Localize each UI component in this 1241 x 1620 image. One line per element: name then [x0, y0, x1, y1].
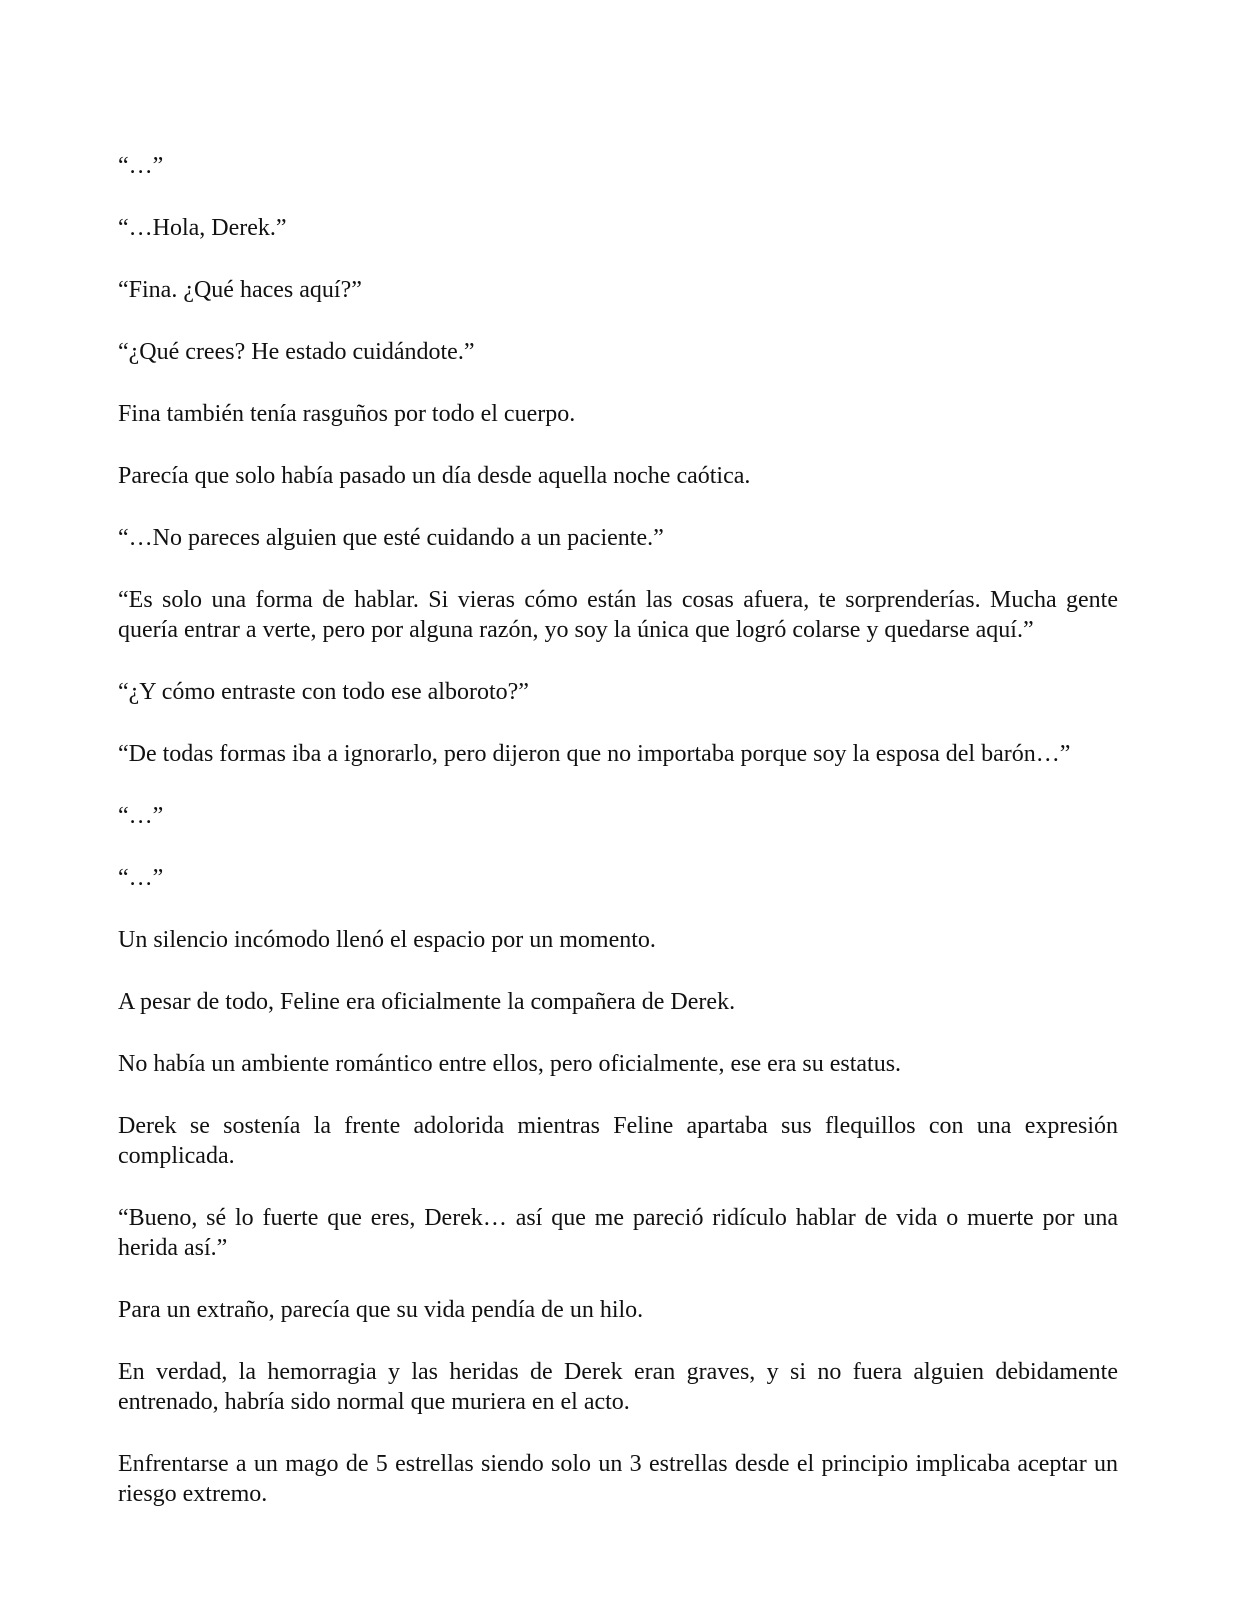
paragraph: Un silencio incómodo llenó el espacio por un momento. — [118, 927, 656, 953]
paragraph: “…Hola, Derek.” — [118, 215, 287, 241]
document-body — [118, 151, 1118, 1541]
paragraph: “…No pareces alguien que esté cuidando a un paciente.” — [118, 525, 664, 551]
paragraph: “Bueno, sé lo fuerte que eres, Derek… así que me pareció ridículo hablar de vida o muerte por una herida así.” — [118, 1205, 1118, 1261]
paragraph: “…” — [118, 865, 164, 891]
paragraph: “¿Qué crees? He estado cuidándote.” — [118, 339, 475, 365]
paragraph: “Fina. ¿Qué haces aquí?” — [118, 277, 362, 303]
paragraph: Para un extraño, parecía que su vida pendía de un hilo. — [118, 1297, 644, 1323]
paragraph: En verdad, la hemorragia y las heridas de Derek eran graves, y si no fuera alguien debidamente entrenado, habría sido normal que muriera en el acto. — [118, 1359, 1118, 1415]
paragraph: “Es solo una forma de hablar. Si vieras cómo están las cosas afuera, te sorprenderías. Mucha gente quería entrar a verte, pero por alguna razón, yo soy la única que logró colarse y quedarse aquí.” — [118, 587, 1118, 643]
paragraph: “De todas formas iba a ignorarlo, pero dijeron que no importaba porque soy la esposa del barón…” — [118, 741, 1071, 767]
paragraph: Derek se sostenía la frente adolorida mientras Feline apartaba sus flequillos con una expresión complicada. — [118, 1113, 1118, 1169]
paragraph: Enfrentarse a un mago de 5 estrellas siendo solo un 3 estrellas desde el principio implicaba aceptar un riesgo extremo. — [118, 1451, 1118, 1507]
paragraph: “…” — [118, 803, 164, 829]
paragraph: “…” — [118, 153, 164, 179]
paragraph: Fina también tenía rasguños por todo el cuerpo. — [118, 401, 576, 427]
paragraph: A pesar de todo, Feline era oficialmente la compañera de Derek. — [118, 989, 736, 1015]
paragraph: “¿Y cómo entraste con todo ese alboroto?” — [118, 679, 529, 705]
paragraph: Parecía que solo había pasado un día desde aquella noche caótica. — [118, 463, 751, 489]
paragraph: No había un ambiente romántico entre ellos, pero oficialmente, ese era su estatus. — [118, 1051, 902, 1077]
